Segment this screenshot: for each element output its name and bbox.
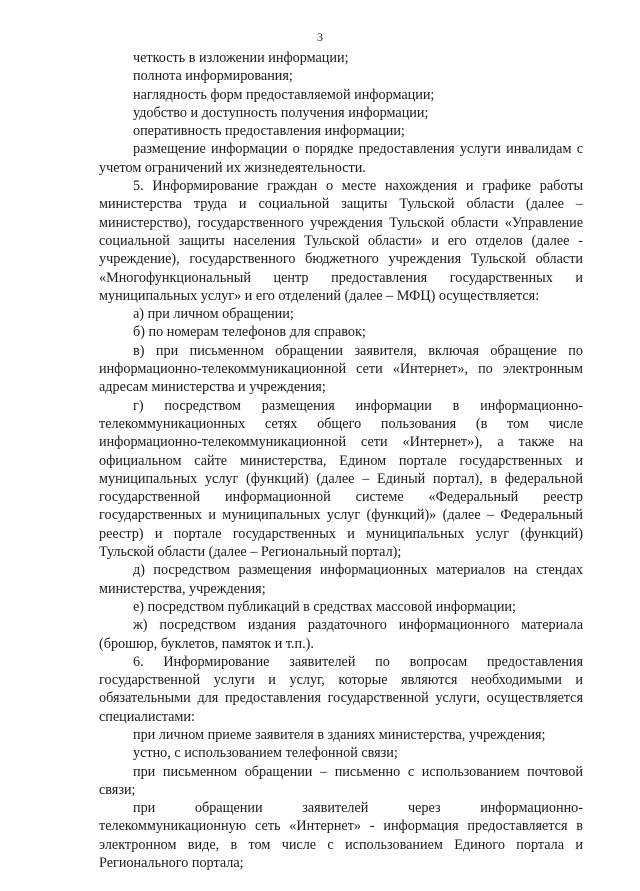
list-item-b: б) по номерам телефонов для справок; (133, 324, 366, 341)
list-item-visibility: наглядность форм предоставляемой информации; (133, 86, 435, 103)
list-item-g: г) посредством размещения информации в информационно-телекоммуникационных сетях общего пользования (в том числе информационно-телекоммуникационной сети «Интернет»), а также на официальном сайте министерства, Едином портале государственных и муниципальных услуг (функций) (далее – Единый портал), в федеральной государственной информационной системе «Федеральный реестр государственных и муниципальных услуг (функций)» (далее – Федеральный реестр) и портале государственных и муниципальных услуг (функций) Тульской области (далее – Региональный портал); (99, 397, 583, 561)
list-item-e: е) посредством публикаций в средствах массовой информации; (133, 598, 516, 615)
paragraph-6: 6. Информирование заявителей по вопросам предоставления государственной услуги и услуг, которые являются необходимыми и обязательными для предоставления государственной услуги, осуществляется специалистами: (99, 653, 583, 725)
list-item-v: в) при письменном обращении заявителя, включая обращение по информационно-телекоммуникационной сети «Интернет», по электронным адресам министерства и учреждения; (99, 342, 583, 396)
list-item-accessibility: удобство и доступность получения информации; (133, 104, 429, 121)
list-item-clarity: четкость в изложении информации; (133, 50, 349, 66)
page-number: 3 (317, 30, 323, 44)
list-item-personal-reception: при личном приеме заявителя в зданиях министерства, учреждения; (133, 726, 546, 743)
list-item-completeness: полнота информирования; (133, 68, 293, 85)
list-item-disabled-access: размещение информации о порядке предоставления услуги инвалидам с учетом ограничений их жизнедеятельности. (99, 141, 583, 176)
paragraph-5: 5. Информирование граждан о месте нахождения и графике работы министерства труда и социальной защиты Тульской области (далее – министерство), государственного учреждения Тульской области «Управление социальной защиты населения Тульской области» и его отделов (далее - учреждение), государственного бюджетного учреждения Тульской области «Многофункциональный центр предоставления государственных и муниципальных услуг» и его отделений (далее – МФЦ) осуществляется: (99, 178, 583, 304)
document-body (99, 49, 583, 872)
list-item-phone: устно, с использованием телефонной связи; (133, 745, 398, 762)
list-item-a: а) при личном обращении; (133, 306, 294, 323)
list-item-written: при письменном обращении – письменно с использованием почтовой связи; (99, 763, 583, 798)
list-item-d: д) посредством размещения информационных материалов на стендах министерства, учреждения; (99, 562, 583, 597)
list-item-zh: ж) посредством издания раздаточного информационного материала (брошюр, буклетов, памяток и т.п.). (99, 617, 583, 652)
list-item-promptness: оперативность предоставления информации; (133, 123, 405, 140)
list-item-internet: при обращении заявителей через информационно-телекоммуникационную сеть «Интернет» - информация предоставляется в электронном виде, в том числе с использованием Единого портала и Регионального портала; (99, 800, 583, 872)
